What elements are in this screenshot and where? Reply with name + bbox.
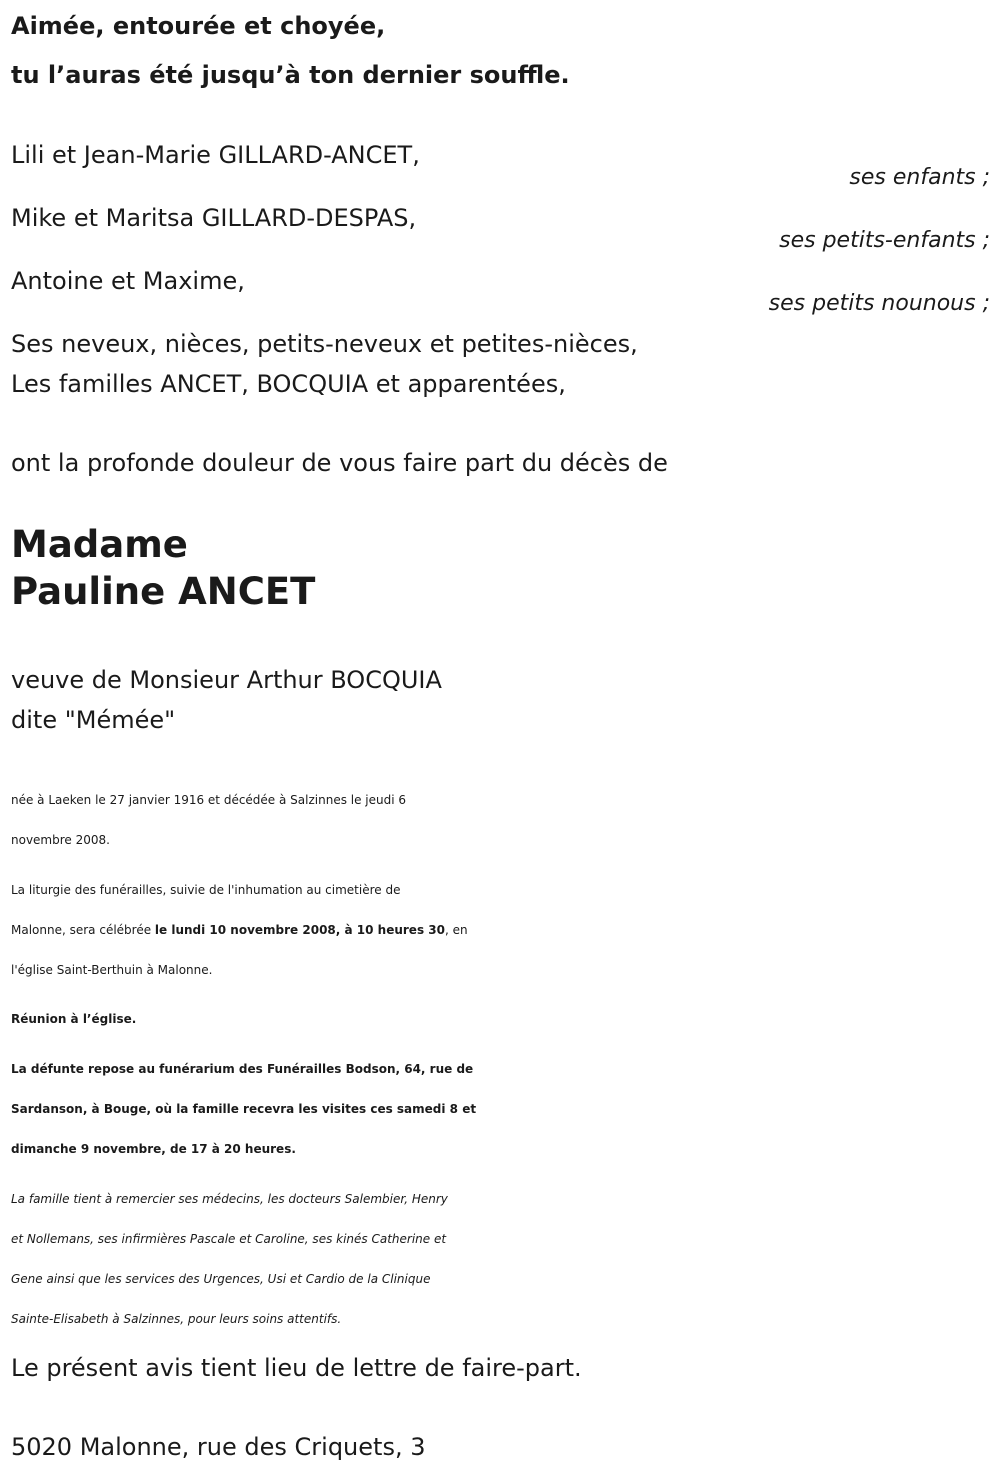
meeting-line: Réunion à l’église.: [11, 1012, 137, 1026]
birth-death-line-1: née à Laeken le 27 janvier 1916 et décédée à Salzinnes le jeudi 6: [11, 793, 407, 807]
thanks-line-1: La famille tient à remercier ses médecins, les docteurs Salembier, Henry: [11, 1192, 448, 1206]
family-role-children: ses enfants ;: [849, 165, 990, 190]
funeral-line-1: La liturgie des funérailles, suivie de l'inhumation au cimetière de: [11, 883, 401, 897]
thanks-line-2: et Nollemans, ses infirmières Pascale et Caroline, ses kinés Catherine et: [11, 1232, 447, 1246]
thanks-line-3: Gene ainsi que les services des Urgences, Usi et Cardio de la Clinique: [11, 1272, 431, 1286]
deceased-title: Madame: [11, 523, 188, 566]
repose-line-1: La défunte repose au funérarium des Funérailles Bodson, 64, rue de: [11, 1062, 474, 1076]
nickname: dite "Mémée": [11, 706, 176, 734]
epigraph-line-2: tu l’auras été jusqu’à ton dernier souffle.: [11, 61, 570, 89]
meeting-note: [11, 999, 991, 1039]
family-role-nounous: ses petits nounous ;: [768, 291, 990, 316]
funeral-paragraph: [11, 870, 991, 990]
thanks-paragraph: [11, 1179, 991, 1339]
repose-line-3: dimanche 9 novembre, de 17 à 20 heures.: [11, 1142, 296, 1156]
address: 5020 Malonne, rue des Criquets, 3: [11, 1433, 426, 1461]
notice: Le présent avis tient lieu de lettre de faire-part.: [11, 1354, 582, 1382]
thanks-line-4: Sainte-Elisabeth à Salzinnes, pour leurs soins attentifs.: [11, 1312, 342, 1326]
family-role-grandchildren: ses petits-enfants ;: [779, 228, 990, 253]
family-names-nounous: Antoine et Maxime,: [11, 267, 245, 295]
extended-family-line-2: Les familles ANCET, BOCQUIA et apparentées,: [11, 370, 566, 398]
announcement: ont la profonde douleur de vous faire part du décès de: [11, 449, 668, 477]
family-names-grandchildren: Mike et Maritsa GILLARD-DESPAS,: [11, 204, 417, 232]
deceased-name: Pauline ANCET: [11, 570, 316, 613]
funeral-line-2-pre: Malonne, sera célébrée: [11, 923, 155, 937]
birth-death-paragraph: [11, 780, 991, 860]
birth-death-line-2: novembre 2008.: [11, 833, 110, 847]
funeral-date-time: le lundi 10 novembre 2008, à 10 heures 30: [154, 923, 445, 937]
funeral-line-2-post: , en: [444, 923, 468, 937]
repose-line-2: Sardanson, à Bouge, où la famille recevra les visites ces samedi 8 et: [11, 1102, 477, 1116]
epigraph-line-1: Aimée, entourée et choyée,: [11, 12, 386, 40]
funeral-line-2: [11, 910, 991, 950]
extended-family-line-1: Ses neveux, nièces, petits-neveux et petites-nièces,: [11, 330, 638, 358]
funeral-line-3: l'église Saint-Berthuin à Malonne.: [11, 963, 213, 977]
family-names-children: Lili et Jean-Marie GILLARD-ANCET,: [11, 141, 420, 169]
widow-of: veuve de Monsieur Arthur BOCQUIA: [11, 666, 442, 694]
repose-paragraph: [11, 1049, 991, 1169]
